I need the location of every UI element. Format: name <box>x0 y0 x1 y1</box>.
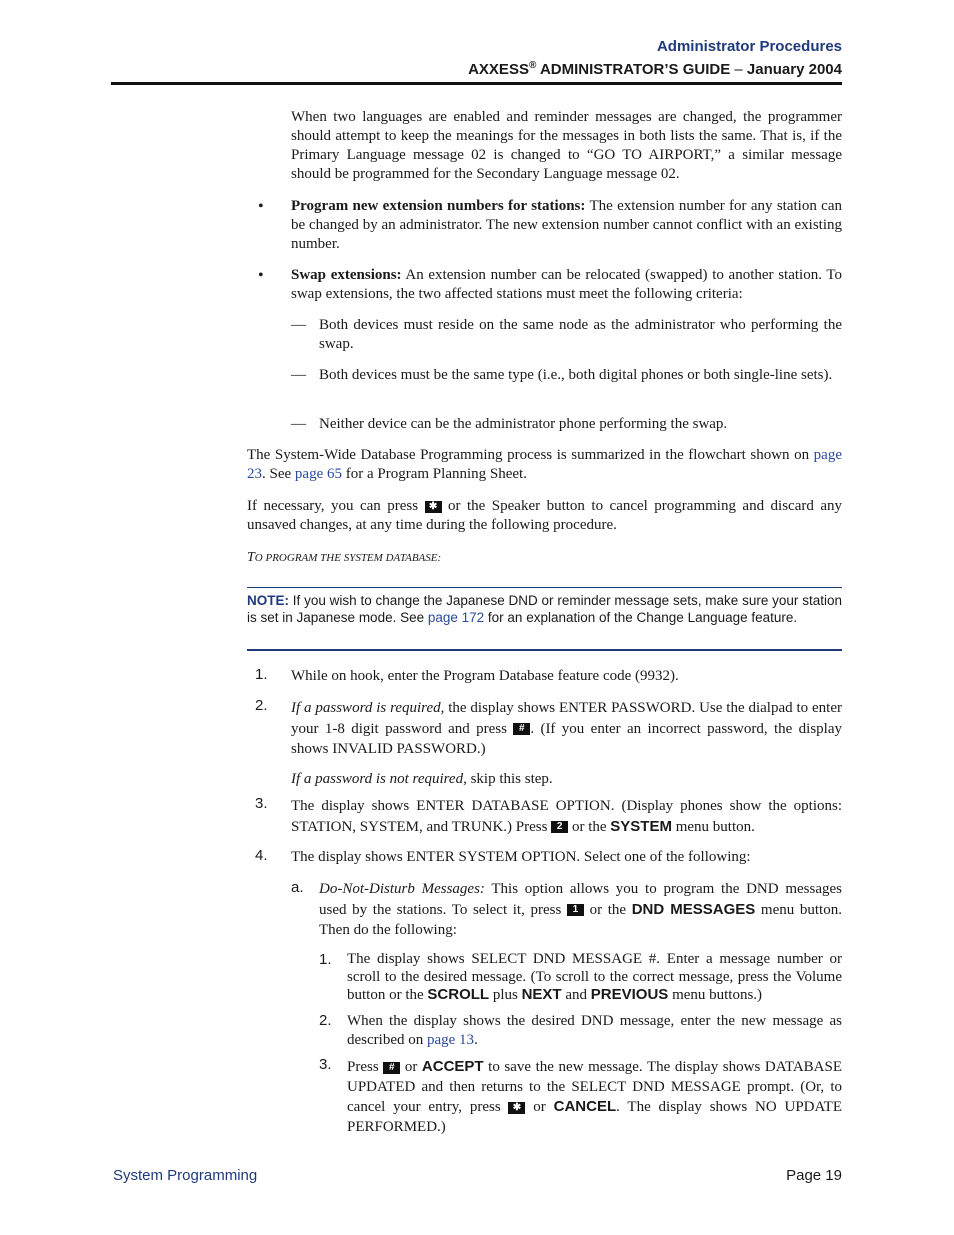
substep-a-text: Do-Not-Disturb Messages: This option allows you to program the DND messages used by the stations. To select it, press 1 or the DND MESSAGES menu button. Then do the following: <box>319 881 842 938</box>
criteria-item: Both devices must reside on the same node as the administrator who performing the swap. <box>319 317 842 352</box>
header-section-title: Administrator Procedures <box>656 38 842 55</box>
star-key-icon: ✱ <box>508 1102 525 1114</box>
accept-button-label: ACCEPT <box>421 1058 484 1075</box>
system-menu-button-label: SYSTEM <box>610 817 672 835</box>
cancel-paragraph: If necessary, you can press ✱ or the Speaker button to cancel programming and discard any unsaved changes, at any time during the following procedure. <box>247 498 842 533</box>
step-3-text: The display shows ENTER DATABASE OPTION. (Display phones show the options: STATION, SYSTEM, and TRUNK.) Press 2 or the SYSTEM menu button. <box>291 798 842 835</box>
header-rule <box>111 82 842 85</box>
nested-step-3-text: Press # or ACCEPT to save the new message. The display shows DATABASE UPDATED and then returns to the SELECT DND MESSAGE prompt. (Or, to cancel your entry, press ✱ or CANCEL. The display shows NO UPDATE PERFORMED.) <box>347 1058 843 1135</box>
scroll-button-label: SCROLL <box>427 986 490 1003</box>
footer-page-number: Page 19 <box>786 1167 842 1184</box>
header-guide-title: AXXESS® ADMINISTRATOR’S GUIDE – January 2004 <box>468 60 842 78</box>
step-number: 3. <box>255 795 268 812</box>
nested-step-number: 2. <box>319 1012 332 1029</box>
step-1-text: While on hook, enter the Program Database feature code (9932). <box>291 668 679 684</box>
page-13-link[interactable]: page 13 <box>426 1032 475 1048</box>
note-paragraph: NOTE: If you wish to change the Japanese DND or reminder message sets, make sure your station is set in Japanese mode. See page 172 for an explanation of the Change Language feature. <box>247 593 842 625</box>
page-23-link[interactable]: page 23 <box>247 447 842 482</box>
procedure-heading: TO PROGRAM THE SYSTEM DATABASE: <box>247 550 442 565</box>
criteria-item: Both devices must be the same type (i.e., both digital phones or both single-line sets). <box>319 367 833 383</box>
star-key-icon: ✱ <box>425 501 442 513</box>
key-1-icon: 1 <box>567 904 584 916</box>
step-2-text: If a password is required, the display shows ENTER PASSWORD. Use the dialpad to enter your 1-8 digit password and press # . (If you enter an incorrect password, the display shows INVALID PASSWORD.) <box>291 700 842 757</box>
summary-paragraph: The System-Wide Database Programming process is summarized in the flowchart shown on page 23. See page 65 for a Program Planning Sheet. <box>247 447 842 482</box>
step-number: 2. <box>255 697 268 714</box>
intro-paragraph: When two languages are enabled and reminder messages are changed, the programmer should attempt to keep the meanings for the messages in both lists the same. That is, if the Primary Language message 02 is changed to “GO TO AIRPORT,” a similar message should be programmed for the Secondary Language message 02. <box>291 109 842 182</box>
pound-key-icon: # <box>513 723 530 735</box>
nested-step-2-text: When the display shows the desired DND message, enter the new message as described on page 13. <box>347 1013 842 1048</box>
dash-marker: — <box>291 367 306 383</box>
step-number: 1. <box>255 666 268 683</box>
step-4-text: The display shows ENTER SYSTEM OPTION. Select one of the following: <box>291 849 751 865</box>
cancel-button-label: CANCEL <box>553 1098 617 1115</box>
note-top-rule <box>247 587 842 588</box>
bullet-dot-icon: • <box>258 198 264 215</box>
nested-step-1-text: The display shows SELECT DND MESSAGE #. Enter a message number or scroll to the desired message. (To scroll to the correct message, press the Volume button or the SCROLL plus NEXT and PREVIOUS menu buttons.) <box>347 951 842 1003</box>
substep-letter: a. <box>291 879 304 896</box>
bullet-extension-numbers: Program new extension numbers for stations: The extension number for any station can be changed by an administrator. The new extension number cannot conflict with an existing number. <box>291 198 842 252</box>
note-bottom-rule <box>247 649 842 651</box>
step-number: 4. <box>255 847 268 864</box>
next-button-label: NEXT <box>521 986 562 1003</box>
nested-step-number: 1. <box>319 951 332 968</box>
key-2-icon: 2 <box>551 821 568 833</box>
page-65-link[interactable]: page 65 <box>294 466 342 482</box>
footer-section: System Programming <box>113 1167 258 1184</box>
nested-step-number: 3. <box>319 1056 332 1073</box>
dash-marker: — <box>291 416 306 432</box>
criteria-item: Neither device can be the administrator phone performing the swap. <box>319 416 728 432</box>
bullet-swap-extensions: Swap extensions: An extension number can be relocated (swapped) to another station. To swap extensions, the two affected stations must meet the following criteria: <box>291 267 842 302</box>
previous-button-label: PREVIOUS <box>590 986 669 1003</box>
page-172-link[interactable]: page 172 <box>427 610 485 625</box>
bullet-dot-icon: • <box>258 267 264 284</box>
step-2-skip-text: If a password is not required, skip this step. <box>291 771 553 787</box>
dnd-messages-button-label: DND MESSAGES <box>631 900 756 918</box>
dash-marker: — <box>291 317 306 333</box>
pound-key-icon: # <box>383 1062 400 1074</box>
